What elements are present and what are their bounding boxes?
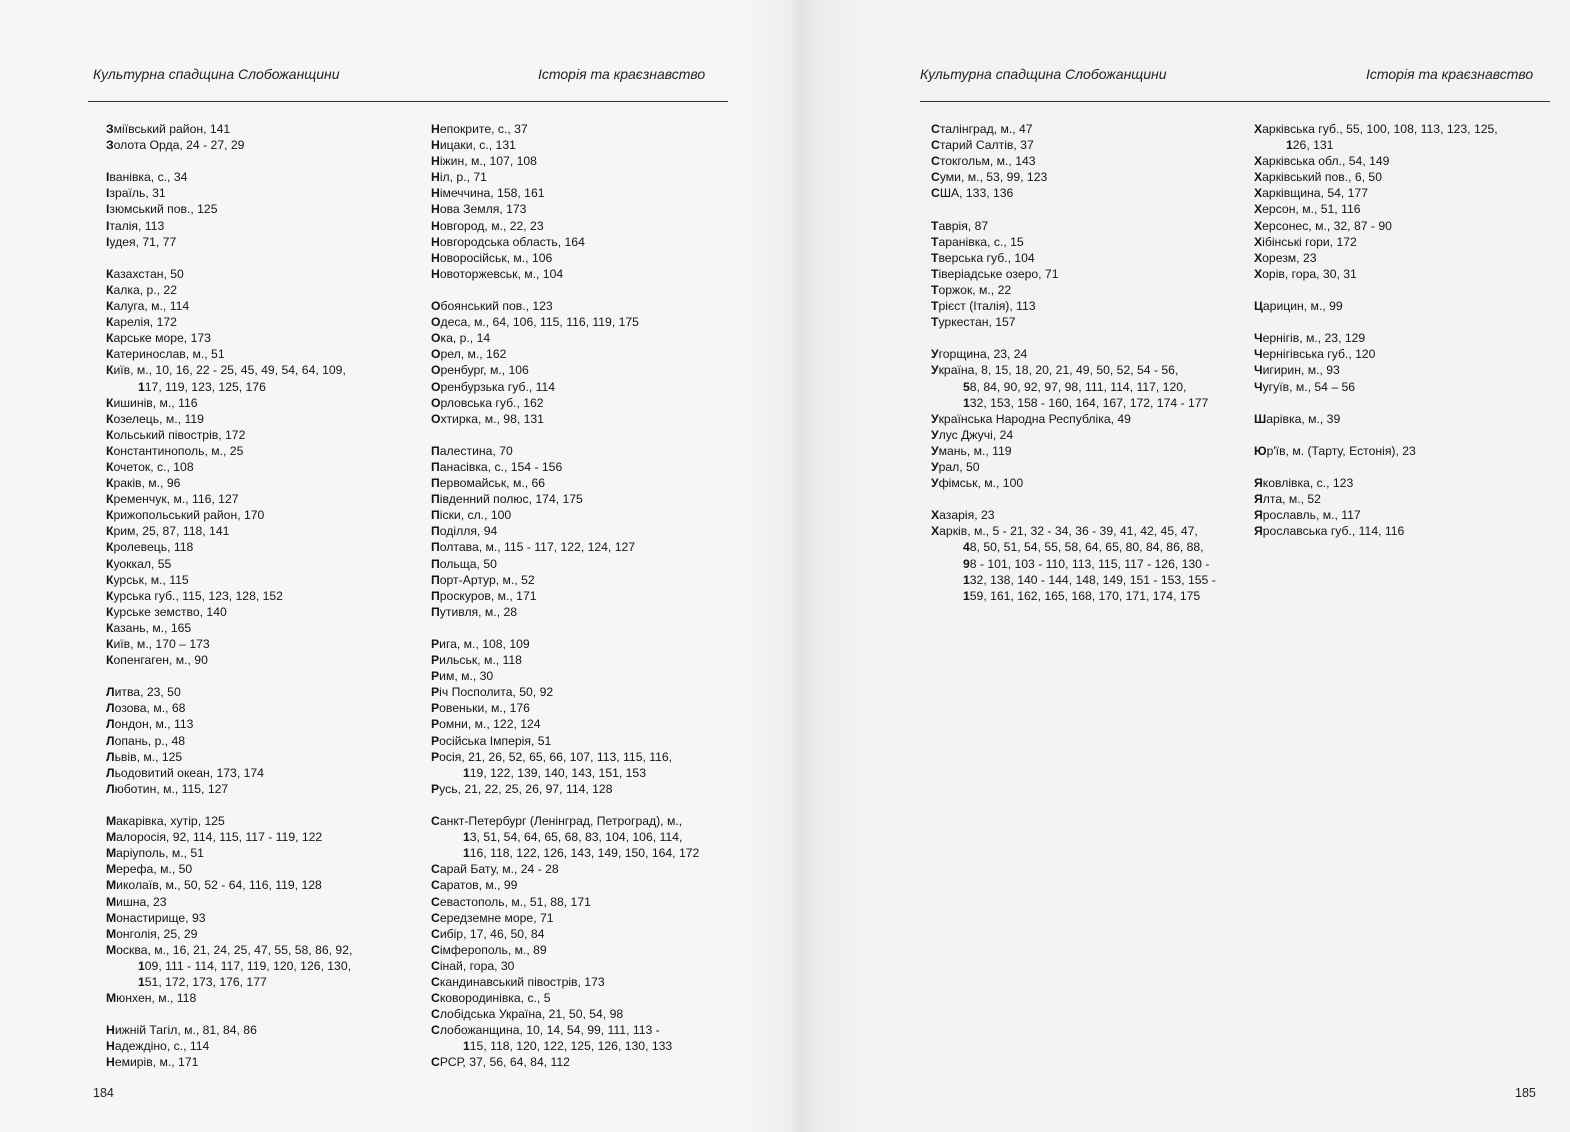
index-entry: Юр'їв, м. (Тарту, Естонія), 23: [1254, 443, 1416, 458]
index-entry: Ялта, м., 52: [1254, 492, 1321, 507]
index-entry: Курська губ., 115, 123, 128, 152: [106, 588, 283, 603]
index-entry: Уфімськ, м., 100: [931, 476, 1024, 491]
index-entry: Тіверіадське озеро, 71: [931, 266, 1059, 281]
index-entry: 117, 119, 123, 125, 176: [138, 379, 266, 394]
index-entry: Слобожанщина, 10, 14, 54, 99, 111, 113 -: [431, 1023, 660, 1038]
index-entry: Суми, м., 53, 99, 123: [931, 170, 1048, 185]
index-entry: Київ, м., 170 – 173: [106, 637, 210, 651]
index-entry: Кочеток, с., 108: [106, 459, 194, 474]
index-entry: Торжок, м., 22: [931, 282, 1012, 297]
index-entry: Скандинавський півострів, 173: [431, 974, 605, 989]
index-entry: Ніжин, м., 107, 108: [431, 154, 537, 169]
index-entry: Зміївський район, 141: [106, 122, 231, 136]
index-entry: Копенгаген, м., 90: [106, 653, 208, 668]
index-entry: Монголія, 25, 29: [106, 926, 198, 941]
index-entry: Миколаїв, м., 50, 52 - 64, 116, 119, 128: [106, 878, 322, 893]
index-column-2: [431, 121, 731, 1087]
index-letter-group: [106, 684, 416, 797]
index-entry: 48, 50, 51, 54, 55, 58, 64, 65, 80, 84, 86, 88,: [963, 540, 1204, 555]
index-entry: Чугуїв, м., 54 – 56: [1254, 379, 1356, 394]
index-entry: Первомайськ, м., 66: [431, 476, 546, 491]
index-entry: Хорів, гора, 30, 31: [1254, 266, 1357, 281]
index-entry: Казахстан, 50: [106, 266, 184, 281]
index-entry: Харків, м., 5 - 21, 32 - 34, 36 - 39, 41, 42, 45, 47,: [931, 524, 1198, 539]
page-number: 185: [1515, 1086, 1536, 1100]
index-entry: Харківський пов., 6, 50: [1254, 170, 1382, 185]
index-entry: Сарай Бату, м., 24 - 28: [431, 862, 559, 877]
index-entry: Умань, м., 119: [931, 443, 1012, 458]
index-entry: Севастополь, м., 51, 88, 171: [431, 894, 591, 909]
index-entry: Санкт-Петербург (Ленінград, Петроград), м.,: [431, 814, 683, 829]
index-entry: США, 133, 136: [931, 186, 1014, 201]
index-entry: Калуга, м., 114: [106, 299, 190, 314]
index-entry: Харківська губ., 55, 100, 108, 113, 123, 125,: [1254, 122, 1498, 136]
index-letter-group: [431, 443, 731, 620]
index-letter-group: [106, 813, 416, 1006]
index-entry: 13, 51, 54, 64, 65, 68, 83, 104, 106, 114,: [463, 830, 683, 845]
index-entry: Ярославська губ., 114, 116: [1254, 524, 1405, 539]
index-entry: Краків, м., 96: [106, 476, 181, 491]
index-column-4: [1254, 121, 1554, 556]
index-entry: Хібінські гори, 172: [1254, 234, 1357, 249]
index-entry: Середземне море, 71: [431, 910, 554, 925]
left-page: [0, 0, 738, 1132]
index-letter-group: [106, 121, 416, 153]
index-entry: СРСР, 37, 56, 64, 84, 112: [431, 1055, 570, 1070]
index-entry: Іванівка, с., 34: [106, 170, 188, 185]
index-letter-group: [1254, 475, 1554, 539]
index-entry: Лондон, м., 113: [106, 717, 194, 732]
index-entry: Порт-Артур, м., 52: [431, 572, 535, 587]
index-entry: Мюнхен, м., 118: [106, 991, 197, 1006]
index-column-1: [106, 121, 416, 1087]
index-letter-group: [431, 121, 731, 282]
index-entry: Південний полюс, 174, 175: [431, 492, 583, 507]
index-entry: Проскуров, м., 171: [431, 588, 537, 603]
index-entry: 119, 122, 139, 140, 143, 151, 153: [463, 765, 646, 780]
index-entry: Хорезм, 23: [1254, 250, 1317, 265]
index-entry: Поділля, 94: [431, 524, 498, 539]
index-letter-group: [106, 169, 416, 249]
index-letter-group: [931, 218, 1241, 331]
index-letter-group: [431, 813, 731, 1071]
index-entry: Ока, р., 14: [431, 331, 491, 346]
index-entry: 116, 118, 122, 126, 143, 149, 150, 164, 172: [463, 846, 700, 861]
index-entry: Палестина, 70: [431, 443, 513, 458]
index-entry: Стокгольм, м., 143: [931, 154, 1036, 169]
index-entry: Урал, 50: [931, 459, 980, 474]
index-entry: Куоккал, 55: [106, 556, 172, 571]
index-entry: Лозова, м., 68: [106, 701, 186, 716]
index-entry: Немирів, м., 171: [106, 1055, 199, 1070]
index-entry: Італія, 113: [106, 218, 165, 233]
index-letter-group: [1254, 121, 1554, 282]
index-entry: Рига, м., 108, 109: [431, 637, 530, 651]
index-entry: 132, 153, 158 - 160, 164, 167, 172, 174 - 177: [963, 395, 1209, 410]
index-entry: Монастирище, 93: [106, 910, 206, 925]
index-entry: Ізраїль, 31: [106, 186, 166, 201]
index-entry: Русь, 21, 22, 25, 26, 97, 114, 128: [431, 781, 613, 796]
index-entry: Кролевець, 118: [106, 540, 194, 555]
index-entry: Сталінград, м., 47: [931, 122, 1033, 136]
index-entry: Курське земство, 140: [106, 604, 227, 619]
index-entry: Рильськ, м., 118: [431, 653, 522, 668]
index-entry: Трієст (Італія), 113: [931, 299, 1036, 314]
index-entry: Мишна, 23: [106, 894, 167, 909]
index-entry: Полтава, м., 115 - 117, 122, 124, 127: [431, 540, 636, 555]
index-entry: Люботин, м., 115, 127: [106, 781, 229, 796]
index-entry: Ізюмський пов., 125: [106, 202, 218, 217]
index-entry: Слобідська Україна, 21, 50, 54, 98: [431, 1007, 624, 1022]
index-entry: Царицин, м., 99: [1254, 299, 1343, 314]
index-entry: Льодовитий океан, 173, 174: [106, 765, 264, 780]
index-entry: Улус Джучі, 24: [931, 427, 1014, 442]
index-entry: Україна, 8, 15, 18, 20, 21, 49, 50, 52, 54 - 56,: [931, 363, 1179, 378]
running-header-title: Культурна спадщина Слобожанщини: [93, 66, 340, 82]
index-letter-group: [431, 636, 731, 797]
index-entry: Оренбурзька губ., 114: [431, 379, 556, 394]
index-entry: Надеждіно, с., 114: [106, 1039, 210, 1054]
index-entry: Херсонес, м., 32, 87 - 90: [1254, 218, 1392, 233]
index-entry: Москва, м., 16, 21, 24, 25, 47, 55, 58, 86, 92,: [106, 942, 353, 957]
index-entry: Львів, м., 125: [106, 749, 183, 764]
index-entry: Малоросія, 92, 114, 115, 117 - 119, 122: [106, 830, 323, 845]
header-rule: [88, 101, 728, 102]
index-entry: Хазарія, 23: [931, 508, 995, 523]
index-entry: Харківщина, 54, 177: [1254, 186, 1368, 201]
index-entry: Нижній Тагіл, м., 81, 84, 86: [106, 1023, 257, 1038]
index-letter-group: [1254, 330, 1554, 394]
index-entry: Новоторжевськ, м., 104: [431, 266, 564, 281]
index-entry: Таврія, 87: [931, 218, 989, 233]
index-entry: 115, 118, 120, 122, 125, 126, 130, 133: [463, 1039, 673, 1054]
index-entry: 126, 131: [1286, 138, 1334, 153]
header-rule: [920, 101, 1550, 102]
index-entry: Чернігівська губ., 120: [1254, 347, 1376, 362]
index-entry: Рим, м., 30: [431, 669, 494, 684]
index-entry: Карелія, 172: [106, 315, 177, 330]
index-entry: 109, 111 - 114, 117, 119, 120, 126, 130,: [138, 958, 352, 973]
page-number: 184: [93, 1086, 114, 1100]
index-entry: Новгородська область, 164: [431, 234, 585, 249]
running-header-section: Історія та краєзнавство: [1366, 66, 1534, 82]
index-entry: Старий Салтів, 37: [931, 138, 1034, 153]
index-entry: Ровеньки, м., 176: [431, 701, 530, 716]
index-entry: Литва, 23, 50: [106, 685, 181, 700]
index-entry: 151, 172, 173, 176, 177: [138, 974, 267, 989]
index-entry: Одеса, м., 64, 106, 115, 116, 119, 175: [431, 315, 639, 330]
index-entry: Сімферополь, м., 89: [431, 942, 547, 957]
index-letter-group: [931, 121, 1241, 201]
index-entry: Курськ, м., 115: [106, 572, 189, 587]
index-entry: Сінай, гора, 30: [431, 958, 515, 973]
index-entry: Таранівка, с., 15: [931, 234, 1024, 249]
index-letter-group: [106, 266, 416, 668]
index-letter-group: [931, 346, 1241, 491]
index-entry: Угорщина, 23, 24: [931, 347, 1028, 362]
index-entry: Херсон, м., 51, 116: [1254, 202, 1361, 217]
index-entry: Лопань, р., 48: [106, 733, 186, 748]
index-entry: Макарівка, хутір, 125: [106, 814, 225, 829]
running-header-title: Культурна спадщина Слобожанщини: [920, 66, 1167, 82]
index-entry: Ярославль, м., 117: [1254, 508, 1361, 523]
index-entry: 98 - 101, 103 - 110, 113, 115, 117 - 126, 130 -: [963, 556, 1210, 571]
index-entry: Новоросійськ, м., 106: [431, 250, 553, 265]
right-page: [866, 0, 1570, 1132]
index-entry: Крим, 25, 87, 118, 141: [106, 524, 230, 539]
index-entry: Крижопольський район, 170: [106, 508, 265, 523]
index-entry: Росія, 21, 26, 52, 65, 66, 107, 113, 115, 116,: [431, 749, 673, 764]
index-entry: Оренбург, м., 106: [431, 363, 529, 378]
index-letter-group: [431, 298, 731, 427]
index-entry: Сковородинівка, с., 5: [431, 991, 551, 1006]
index-entry: Туркестан, 157: [931, 315, 1016, 330]
index-entry: Кольський півострів, 172: [106, 427, 246, 442]
index-letter-group: [1254, 411, 1554, 427]
index-entry: Панасівка, с., 154 - 156: [431, 459, 563, 474]
index-entry: Нова Земля, 173: [431, 202, 527, 217]
index-entry: Піски, сл., 100: [431, 508, 512, 523]
index-entry: Кременчук, м., 116, 127: [106, 492, 239, 507]
index-entry: Ницаки, с., 131: [431, 138, 516, 153]
index-entry: Кишинів, м., 116: [106, 395, 198, 410]
index-entry: Казань, м., 165: [106, 620, 192, 635]
index-entry: Польща, 50: [431, 556, 497, 571]
index-entry: Річ Посполита, 50, 92: [431, 685, 554, 700]
index-entry: 132, 138, 140 - 144, 148, 149, 151 - 153, 155 -: [963, 572, 1216, 587]
index-entry: Ніл, р., 71: [431, 170, 487, 185]
index-entry: 58, 84, 90, 92, 97, 98, 111, 114, 117, 120,: [963, 379, 1187, 394]
index-entry: Українська Народна Республіка, 49: [931, 411, 1131, 426]
index-entry: Харківська обл., 54, 149: [1254, 154, 1390, 169]
index-entry: Іудея, 71, 77: [106, 234, 177, 249]
index-entry: Саратов, м., 99: [431, 878, 518, 893]
index-entry: Золота Орда, 24 - 27, 29: [106, 138, 245, 153]
index-entry: Ромни, м., 122, 124: [431, 717, 541, 732]
index-entry: Охтирка, м., 98, 131: [431, 411, 544, 426]
index-entry: Чернігів, м., 23, 129: [1254, 331, 1366, 346]
index-entry: Німеччина, 158, 161: [431, 186, 545, 201]
index-entry: Сибір, 17, 46, 50, 84: [431, 926, 545, 941]
index-entry: Калка, р., 22: [106, 282, 177, 297]
index-letter-group: [1254, 298, 1554, 314]
index-entry: Чигирин, м., 93: [1254, 363, 1340, 378]
index-entry: Яковлівка, с., 123: [1254, 476, 1354, 491]
index-entry: 159, 161, 162, 165, 168, 170, 171, 174, 175: [963, 588, 1201, 603]
index-entry: Мерефа, м., 50: [106, 862, 193, 877]
index-letter-group: [106, 1022, 416, 1070]
index-letter-group: [931, 507, 1241, 604]
index-entry: Шарівка, м., 39: [1254, 411, 1341, 426]
index-entry: Константинополь, м., 25: [106, 443, 244, 458]
index-entry: Орловська губ., 162: [431, 395, 544, 410]
index-letter-group: [1254, 443, 1554, 459]
index-entry: Непокрите, с., 37: [431, 122, 528, 136]
index-entry: Київ, м., 10, 16, 22 - 25, 45, 49, 54, 64, 109,: [106, 363, 346, 378]
index-entry: Орел, м., 162: [431, 347, 507, 362]
index-entry: Маріуполь, м., 51: [106, 846, 204, 861]
index-entry: Російська Імперія, 51: [431, 733, 552, 748]
index-entry: Путивля, м., 28: [431, 604, 518, 619]
index-entry: Козелець, м., 119: [106, 411, 204, 426]
index-column-3: [931, 121, 1241, 620]
index-entry: Обоянський пов., 123: [431, 299, 553, 314]
index-entry: Тверська губ., 104: [931, 250, 1035, 265]
book-gutter: [738, 0, 866, 1132]
index-entry: Новгород, м., 22, 23: [431, 218, 544, 233]
index-entry: Катеринослав, м., 51: [106, 347, 225, 362]
running-header-section: Історія та краєзнавство: [538, 66, 706, 82]
index-entry: Карське море, 173: [106, 331, 211, 346]
